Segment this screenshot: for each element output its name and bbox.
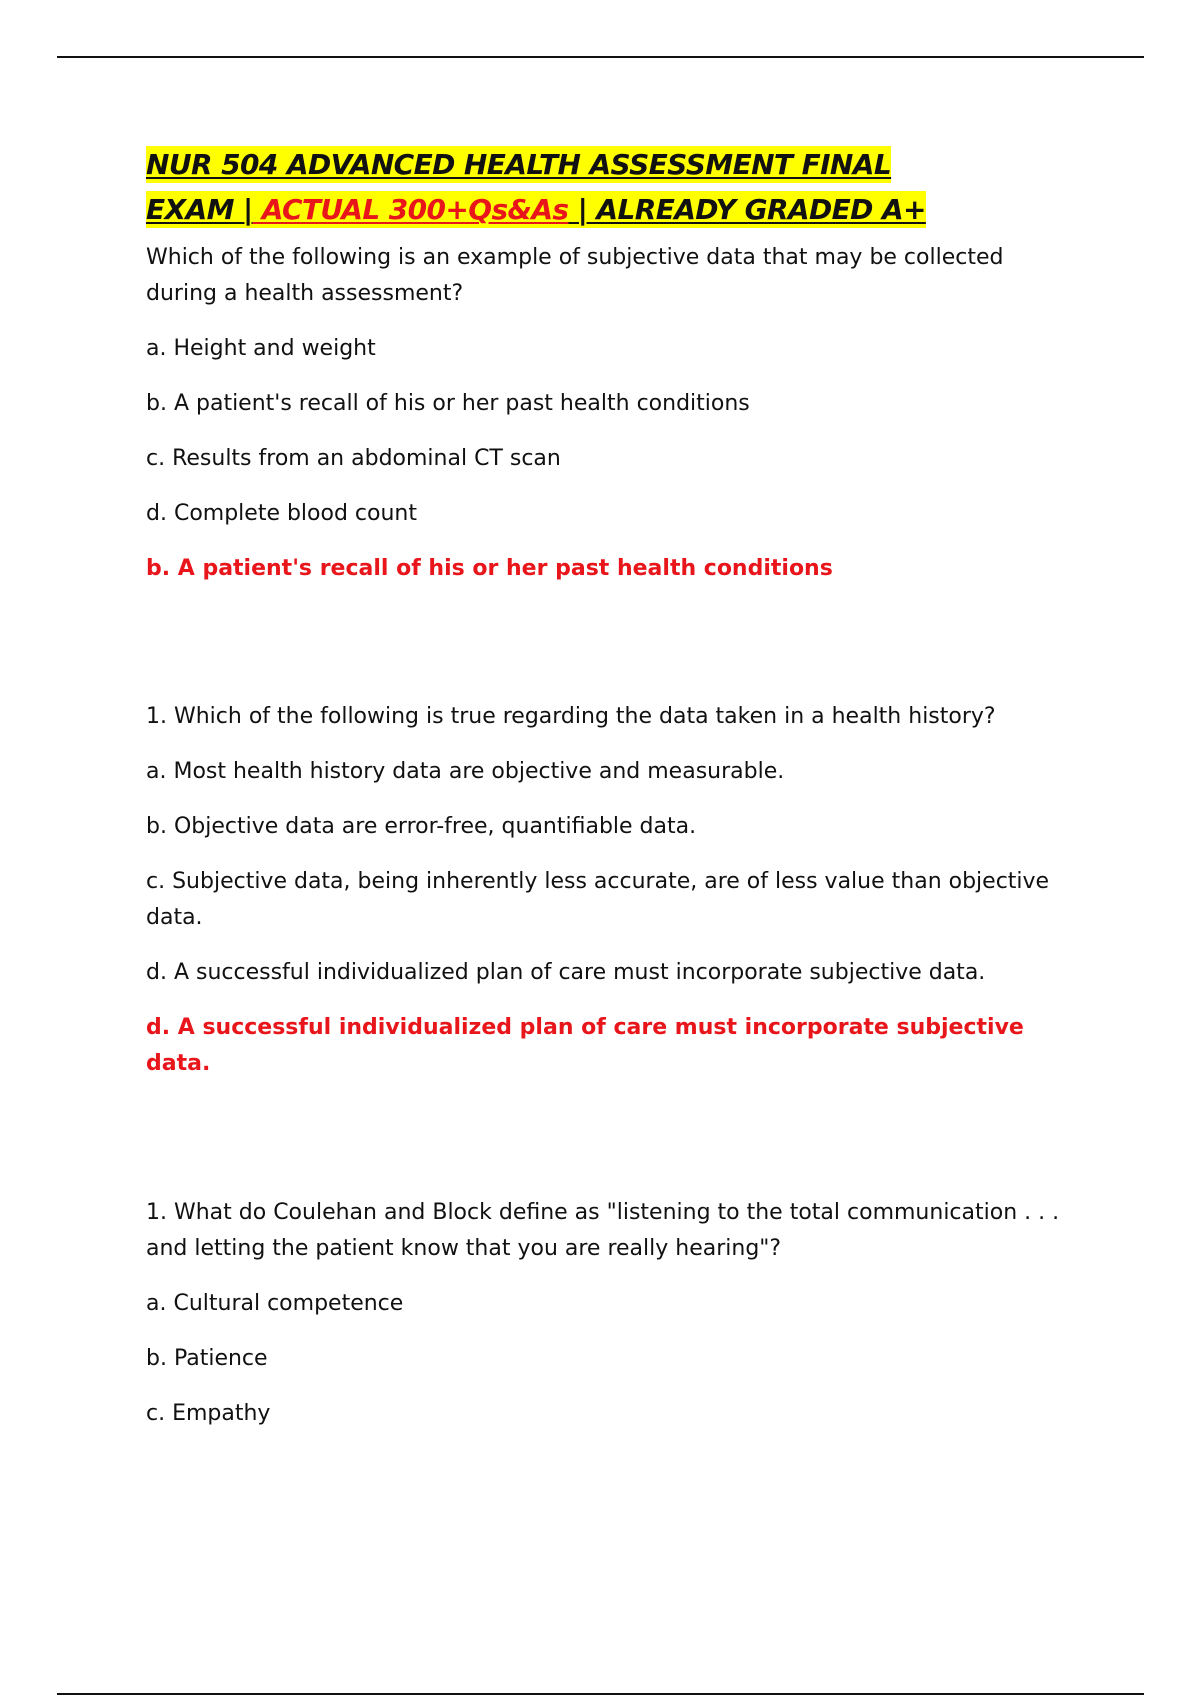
question-block-2 bbox=[146, 699, 1076, 1082]
option-d: d. Complete blood count bbox=[146, 501, 417, 526]
title-actual: ACTUAL 300+Qs&As bbox=[252, 193, 569, 226]
correct-answer: b. A patient's recall of his or her past health conditions bbox=[146, 556, 833, 581]
title-graded: | ALREADY GRADED A+ bbox=[568, 193, 926, 226]
question-stem: Which of the following is an example of subjective data that may be collected during a health assessment? bbox=[146, 245, 1004, 306]
option-c: c. Subjective data, being inherently less accurate, are of less value than objective data. bbox=[146, 869, 1050, 930]
title-line-1: NUR 504 ADVANCED HEALTH ASSESSMENT FINAL bbox=[146, 148, 892, 181]
document-body bbox=[146, 142, 1076, 1451]
document-title bbox=[146, 142, 1076, 232]
question-block-1 bbox=[146, 240, 1076, 587]
spacer bbox=[146, 587, 1076, 699]
question-block-3 bbox=[146, 1195, 1076, 1432]
option-c: c. Results from an abdominal CT scan bbox=[146, 446, 561, 471]
option-a: a. Height and weight bbox=[146, 336, 376, 361]
option-d: d. A successful individualized plan of care must incorporate subjective data. bbox=[146, 960, 986, 985]
bottom-rule bbox=[57, 1693, 1144, 1695]
option-c: c. Empathy bbox=[146, 1401, 271, 1426]
option-b: b. Patience bbox=[146, 1346, 268, 1371]
option-b: b. A patient's recall of his or her past health conditions bbox=[146, 391, 750, 416]
option-b: b. Objective data are error-free, quantifiable data. bbox=[146, 814, 697, 839]
top-rule bbox=[57, 56, 1144, 58]
option-a: a. Cultural competence bbox=[146, 1291, 404, 1316]
title-exam: EXAM | bbox=[146, 193, 253, 226]
question-stem: 1. What do Coulehan and Block define as "listening to the total communication . . . and letting the patient know that you are really hearing"? bbox=[146, 1200, 1060, 1261]
correct-answer: d. A successful individualized plan of care must incorporate subjective data. bbox=[146, 1015, 1024, 1076]
spacer bbox=[146, 1082, 1076, 1195]
question-stem: 1. Which of the following is true regarding the data taken in a health history? bbox=[146, 704, 996, 729]
option-a: a. Most health history data are objective and measurable. bbox=[146, 759, 785, 784]
